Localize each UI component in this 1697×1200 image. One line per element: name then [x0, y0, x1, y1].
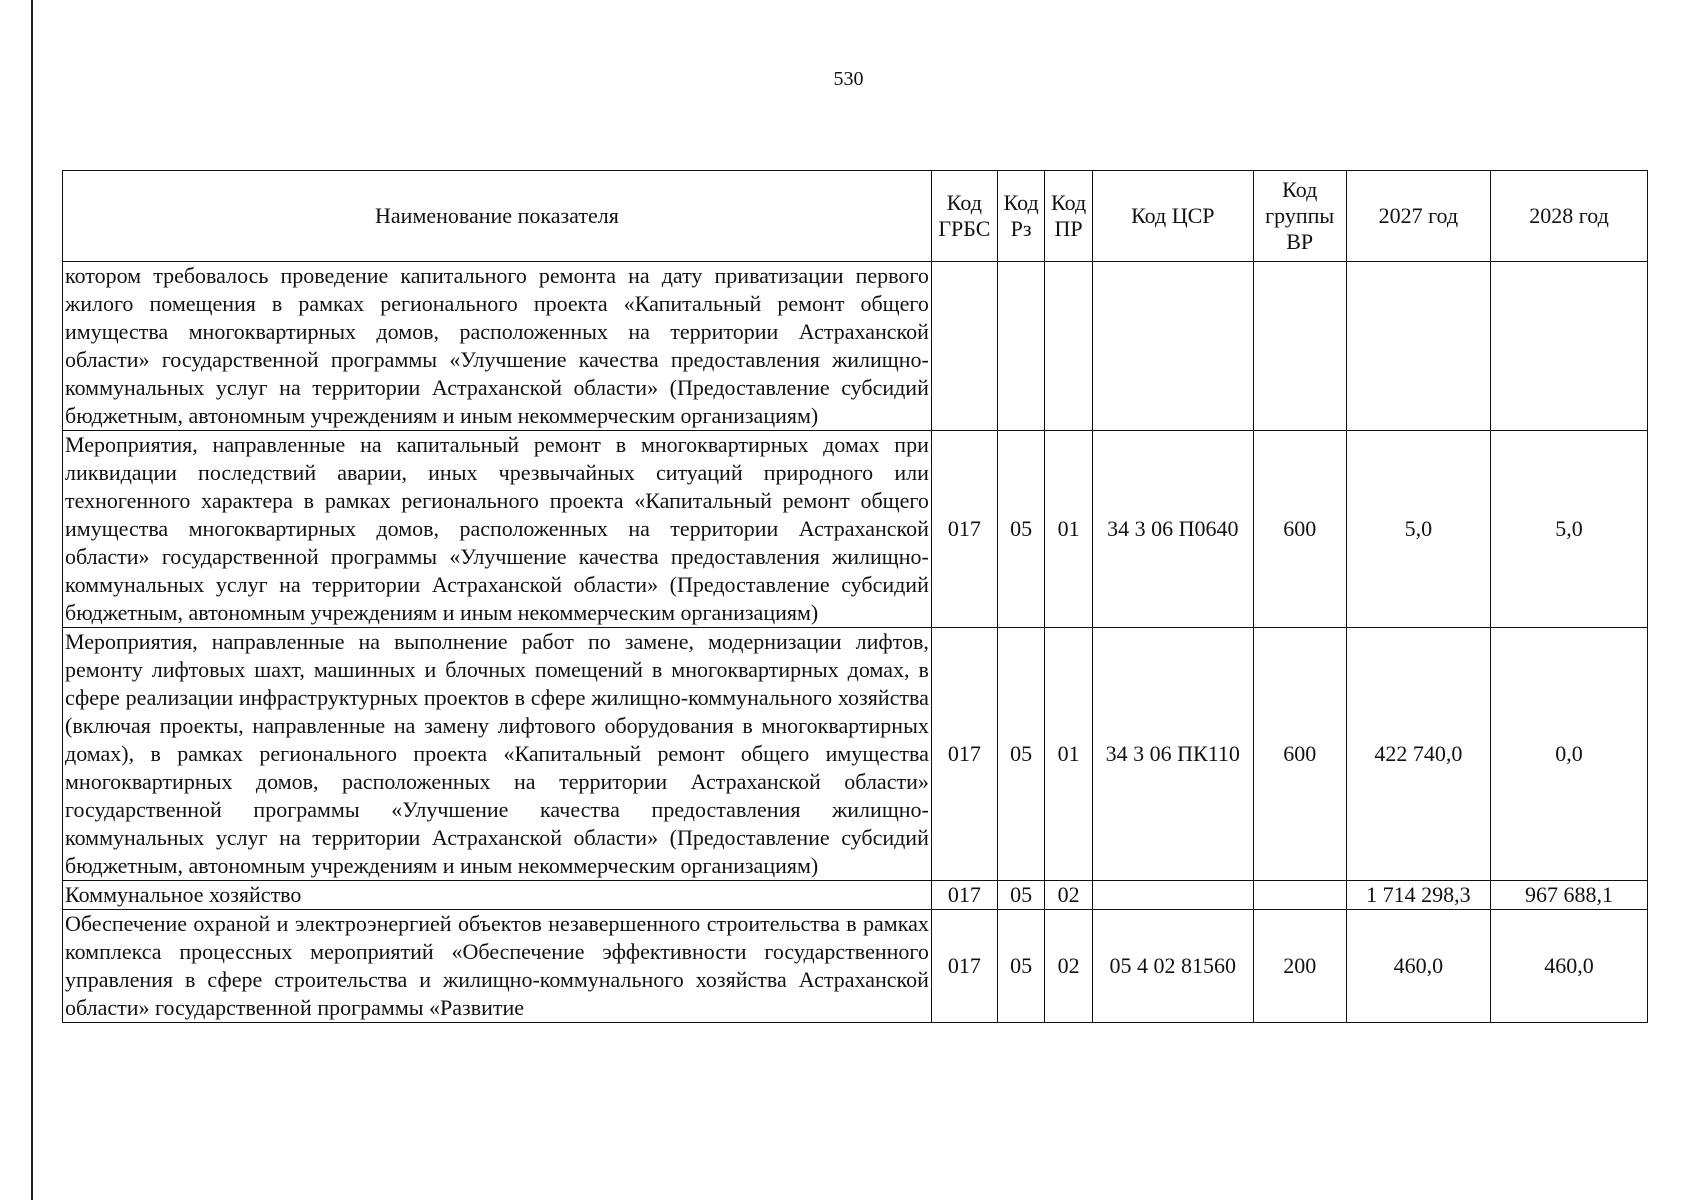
- cell-pr: 02: [1045, 881, 1092, 910]
- table-row: [63, 881, 1648, 910]
- cell-rz: 05: [997, 881, 1044, 910]
- header-name: Наименование показателя: [63, 171, 932, 262]
- cell-rz: 05: [997, 910, 1044, 1023]
- table-row: [63, 910, 1648, 1023]
- cell-csr: 05 4 02 81560: [1092, 910, 1253, 1023]
- cell-2028: 0,0: [1491, 628, 1648, 881]
- cell-pr: [1045, 262, 1092, 431]
- binding-margin-line: [31, 0, 33, 1200]
- table-row: [63, 262, 1648, 431]
- budget-table: [62, 170, 1648, 1023]
- cell-csr: [1092, 881, 1253, 910]
- cell-2027: [1346, 262, 1490, 431]
- cell-2027: 460,0: [1346, 910, 1490, 1023]
- cell-vr: 200: [1253, 910, 1346, 1023]
- header-rz: Код Рз: [997, 171, 1044, 262]
- header-2027: 2027 год: [1346, 171, 1490, 262]
- header-grbs: Код ГРБС: [931, 171, 997, 262]
- table-body: [63, 262, 1648, 1023]
- cell-grbs: 017: [931, 881, 997, 910]
- cell-2027: 1 714 298,3: [1346, 881, 1490, 910]
- cell-name: Коммунальное хозяйство: [63, 881, 932, 910]
- header-pr: Код ПР: [1045, 171, 1092, 262]
- cell-grbs: 017: [931, 910, 997, 1023]
- cell-rz: 05: [997, 628, 1044, 881]
- cell-rz: 05: [997, 431, 1044, 628]
- cell-grbs: 017: [931, 628, 997, 881]
- cell-name: Мероприятия, направленные на капитальный ремонт в многоквартирных домах при ликвидации последствий аварии, иных чрезвычайных ситуаций природного или техногенного характера в рамках регионального проекта «Капитальный ремонт общего имущества многоквартирных домов, расположенных на территории Астраханской области» государственной программы «Улучшение качества предоставления жилищно-коммунальных услуг на территории Астраханской области» (Предоставление субсидий бюджетным, автономным учреждениям и иным некоммерческим организациям): [63, 431, 932, 628]
- cell-csr: [1092, 262, 1253, 431]
- table-row: [63, 431, 1648, 628]
- table-row: [63, 628, 1648, 881]
- cell-pr: 01: [1045, 431, 1092, 628]
- cell-rz: [997, 262, 1044, 431]
- cell-2028: 967 688,1: [1491, 881, 1648, 910]
- cell-2027: 422 740,0: [1346, 628, 1490, 881]
- cell-2028: [1491, 262, 1648, 431]
- cell-csr: 34 3 06 ПК110: [1092, 628, 1253, 881]
- cell-name: Мероприятия, направленные на выполнение работ по замене, модернизации лифтов, ремонту лифтовых шахт, машинных и блочных помещений в многоквартирных домах, в сфере реализации инфраструктурных проектов в сфере жилищно-коммунального хозяйства (включая проекты, направленные на замену лифтового оборудования в многоквартирных домах), в рамках регионального проекта «Капитальный ремонт общего имущества многоквартирных домов, расположенных на территории Астраханской области» государственной программы «Улучшение качества предоставления жилищно-коммунальных услуг на территории Астраханской области» (Предоставление субсидий бюджетным, автономным учреждениям и иным некоммерческим организациям): [63, 628, 932, 881]
- cell-grbs: 017: [931, 431, 997, 628]
- cell-2028: 5,0: [1491, 431, 1648, 628]
- cell-grbs: [931, 262, 997, 431]
- header-vr: Код группы ВР: [1253, 171, 1346, 262]
- header-2028: 2028 год: [1491, 171, 1648, 262]
- cell-vr: [1253, 262, 1346, 431]
- cell-vr: 600: [1253, 628, 1346, 881]
- header-csr: Код ЦСР: [1092, 171, 1253, 262]
- cell-2027: 5,0: [1346, 431, 1490, 628]
- cell-vr: 600: [1253, 431, 1346, 628]
- cell-csr: 34 3 06 П0640: [1092, 431, 1253, 628]
- table-header-row: [63, 171, 1648, 262]
- cell-vr: [1253, 881, 1346, 910]
- cell-name: котором требовалось проведение капитального ремонта на дату приватизации первого жилого помещения в рамках регионального проекта «Капитальный ремонт общего имущества многоквартирных домов, расположенных на территории Астраханской области» государственной программы «Улучшение качества предоставления жилищно-коммунальных услуг на территории Астраханской области» (Предоставление субсидий бюджетным, автономным учреждениям и иным некоммерческим организациям): [63, 262, 932, 431]
- cell-pr: 01: [1045, 628, 1092, 881]
- cell-pr: 02: [1045, 910, 1092, 1023]
- page-number: 530: [833, 68, 864, 90]
- cell-2028: 460,0: [1491, 910, 1648, 1023]
- cell-name: Обеспечение охраной и электроэнергией объектов незавершенного строительства в рамках комплекса процессных мероприятий «Обеспечение эффективности государственного управления в сфере строительства и жилищно-коммунального хозяйства Астраханской области» государственной программы «Развитие: [63, 910, 932, 1023]
